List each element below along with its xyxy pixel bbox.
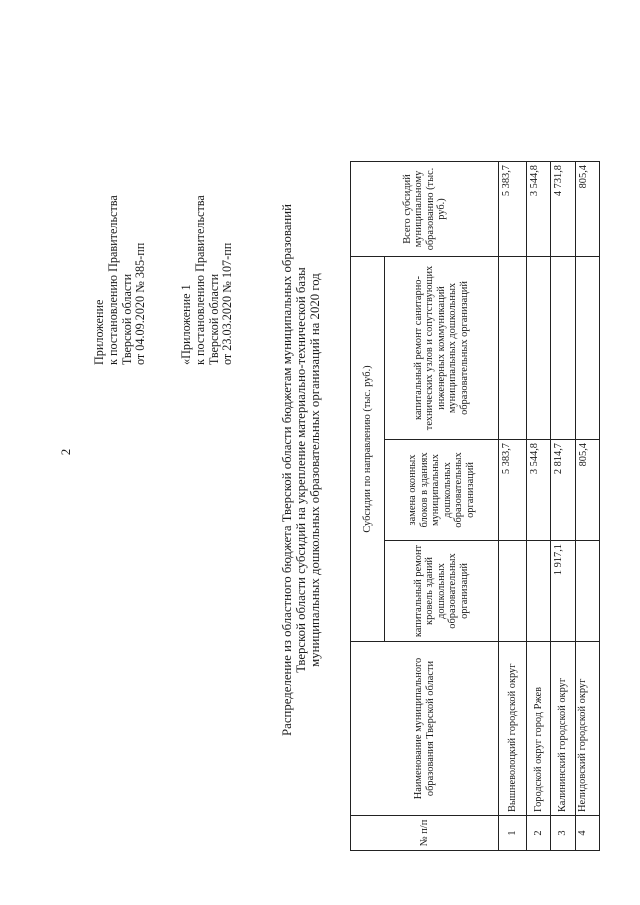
row-num: 1 (499, 816, 527, 851)
row-total: 805,4 (576, 162, 600, 257)
row-roofs (576, 541, 600, 642)
row-windows: 5 383,7 (499, 440, 527, 541)
title-line: муниципальных дошкольных образовательных организаций на 2020 год (308, 273, 322, 667)
row-num: 4 (576, 816, 600, 851)
row-roofs (499, 541, 527, 642)
appendix-header (93, 195, 148, 365)
row-roofs (527, 541, 551, 642)
row-windows: 805,4 (576, 440, 600, 541)
row-sanitary (551, 257, 576, 440)
row-sanitary (576, 257, 600, 440)
row-num: 2 (527, 816, 551, 851)
col-header-name: Наименование муниципального образования Тверской области (351, 642, 499, 816)
row-sanitary (499, 257, 527, 440)
row-name: Вышневолоцкий городской округ (499, 642, 527, 816)
appendix-line: «Приложение 1 (179, 284, 193, 365)
page-number: 2 (58, 448, 73, 456)
document-title (280, 125, 322, 815)
subsidy-table (350, 161, 600, 851)
row-total: 3 544,8 (527, 162, 551, 257)
row-sanitary (527, 257, 551, 440)
row-total: 4 731,8 (551, 162, 576, 257)
col-header-group: Субсидии по направлению (тыс. руб.) (351, 257, 385, 642)
col-header-num: № п/п (351, 816, 499, 851)
row-roofs: 1 917,1 (551, 541, 576, 642)
row-windows: 3 544,8 (527, 440, 551, 541)
appendix-line: от 23.03.2020 № 107-пп (220, 242, 235, 365)
row-windows: 2 814,7 (551, 440, 576, 541)
appendix-line: к постановлению Правительства (105, 195, 120, 365)
appendix-line: от 04.09.2020 № 385-пп (133, 242, 148, 365)
table-row (551, 162, 576, 851)
appendix-line: Приложение (92, 299, 106, 365)
row-total: 5 383,7 (499, 162, 527, 257)
row-name: Городской округ город Ржев (527, 642, 551, 816)
row-name: Нелидовский городской округ (576, 642, 600, 816)
title-line: Распределение из областного бюджета Тверской области бюджетам муниципальных образований (280, 204, 294, 736)
title-line: Тверской области субсидий на укрепление материально-технической базы (294, 267, 308, 673)
col-header-windows: замена оконных блоков в зданиях муниципальных дошкольных образовательных организаций (385, 440, 499, 541)
appendix-line: к постановлению Правительства (192, 195, 207, 365)
col-header-sanitary: капитальный ремонт санитарно-технических узлов и сопутствующих инженерных коммуникаций муниципальных дошкольных образовательных организаций (385, 257, 499, 440)
table-row (527, 162, 551, 851)
col-header-total: Всего субсидий муниципальному образованию (тыс. руб.) (351, 162, 499, 257)
previous-appendix-header (180, 195, 235, 365)
table-row (499, 162, 527, 851)
col-header-roofs: капитальный ремонт кровель зданий дошкольных образовательных организаций (385, 541, 499, 642)
appendix-line: Тверской области (206, 273, 221, 365)
row-num: 3 (551, 816, 576, 851)
table-row (576, 162, 600, 851)
appendix-line: Тверской области (119, 273, 134, 365)
row-name: Калининский городской округ (551, 642, 576, 816)
